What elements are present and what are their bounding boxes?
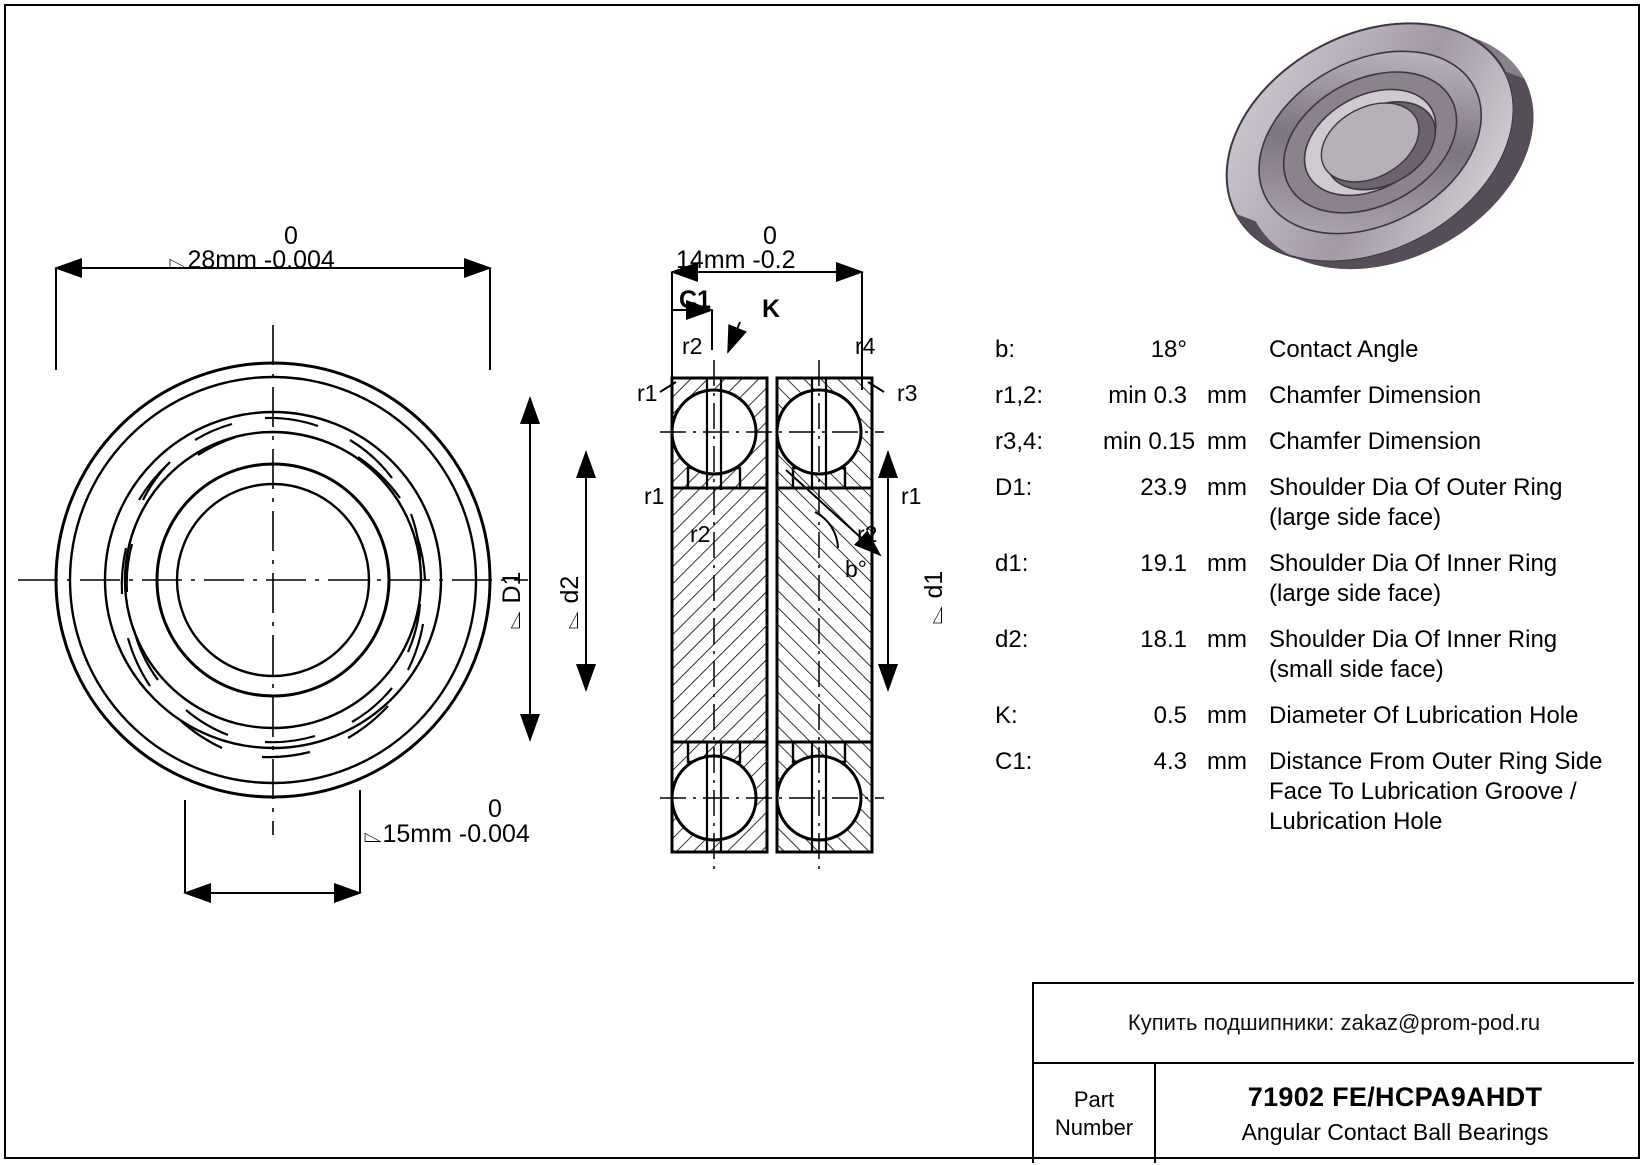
callout-r3: r3 [897,380,918,406]
spec-unit: mm [1207,550,1247,577]
spec-description: Chamfer Dimension [1269,382,1482,409]
callout-r1-left-top: r1 [637,380,658,406]
bore-dimension-text [363,820,530,849]
spec-value: min 0.3 [1108,382,1187,409]
callout-r4: r4 [855,333,876,359]
spec-symbol: C1: [995,748,1033,775]
bearing-3d-render [1185,0,1575,323]
width-tolerance-bottom: -0.2 [752,246,796,274]
callout-c1: C1 [679,286,711,314]
spec-value: min 0.15 [1103,428,1196,455]
spec-row [995,747,1615,837]
spec-unit: mm [1207,382,1247,409]
part-number-label [1034,1064,1156,1163]
bore-value: ⌳15mm [363,820,452,848]
callout-d1: ⌳ d1 [920,570,948,625]
spec-value: 18.1 [1140,626,1187,653]
spec-symbol: K: [995,702,1018,729]
spec-description: Shoulder Dia Of Outer Ring (large side face) [1269,474,1563,531]
spec-unit: mm [1207,702,1247,729]
callout-k: K [762,295,781,323]
spec-description: Distance From Outer Ring Side Face To Lubrication Groove / Lubrication Hole [1269,748,1603,835]
part-label-line1: Part [1073,1086,1115,1112]
bore-tolerance-bottom: -0.004 [458,820,530,848]
spec-row [995,701,1615,731]
callout-r1-inner-left: r1 [644,483,665,509]
spec-row [995,381,1615,411]
spec-unit: mm [1207,626,1247,653]
spec-row [995,625,1615,685]
callout-contact-angle: b° [845,556,867,582]
callout-r2-top-left: r2 [682,333,703,359]
spec-unit: mm [1207,748,1247,775]
callout-d2: ⌳ d2 [556,575,584,630]
bore-tolerance-top: 0 [488,795,502,823]
part-label-line2: Number [1054,1114,1134,1140]
section-view [530,272,888,870]
spec-value: 0.5 [1153,702,1187,729]
spec-description: Chamfer Dimension [1269,428,1482,455]
spec-unit: mm [1207,474,1247,501]
spec-row [995,549,1615,609]
width-tolerance-top: 0 [763,222,777,250]
callout-r1-inner-right: r1 [901,483,922,509]
spec-description: Shoulder Dia Of Inner Ring (small side face) [1269,626,1558,683]
spec-symbol: D1: [995,474,1033,501]
od-tolerance-top: 0 [284,222,298,250]
spec-row [995,473,1615,533]
od-tolerance-bottom: -0.004 [263,246,335,274]
part-type: Angular Contact Ball Bearings [1241,1118,1549,1145]
spec-symbol: d2: [995,626,1029,653]
specification-table [995,335,1615,853]
contact-email-line: Купить подшипники: zakaz@prom-pod.ru [1034,984,1634,1064]
front-view [18,325,528,835]
callout-D1: ⌳ D1 [498,571,526,630]
spec-description: Diameter Of Lubrication Hole [1269,702,1579,729]
width-dimension-text [676,246,796,275]
spec-symbol: d1: [995,550,1029,577]
width-value: 14mm [676,246,746,274]
spec-row [995,335,1615,365]
od-value: ⌳28mm [168,246,257,274]
spec-symbol: r1,2: [995,382,1044,409]
part-number: 71902 FE/HCPA9AHDT [1247,1081,1543,1112]
spec-value: 4.3 [1153,748,1187,775]
spec-description: Contact Angle [1269,336,1419,363]
spec-description: Shoulder Dia Of Inner Ring (large side face) [1269,550,1558,607]
spec-value: 18° [1150,336,1187,363]
spec-unit: mm [1207,428,1247,455]
callout-r2-inner-left: r2 [690,521,711,547]
od-dimension-text [168,246,335,275]
spec-value: 23.9 [1140,474,1187,501]
spec-row [995,427,1615,457]
bore-dimension [185,790,360,893]
title-block [1032,982,1634,1163]
part-number-value [1156,1064,1634,1163]
spec-value: 19.1 [1140,550,1187,577]
spec-symbol: r3,4: [995,428,1044,455]
callout-r2-inner-right: r2 [857,521,878,547]
spec-symbol: b: [995,336,1016,363]
